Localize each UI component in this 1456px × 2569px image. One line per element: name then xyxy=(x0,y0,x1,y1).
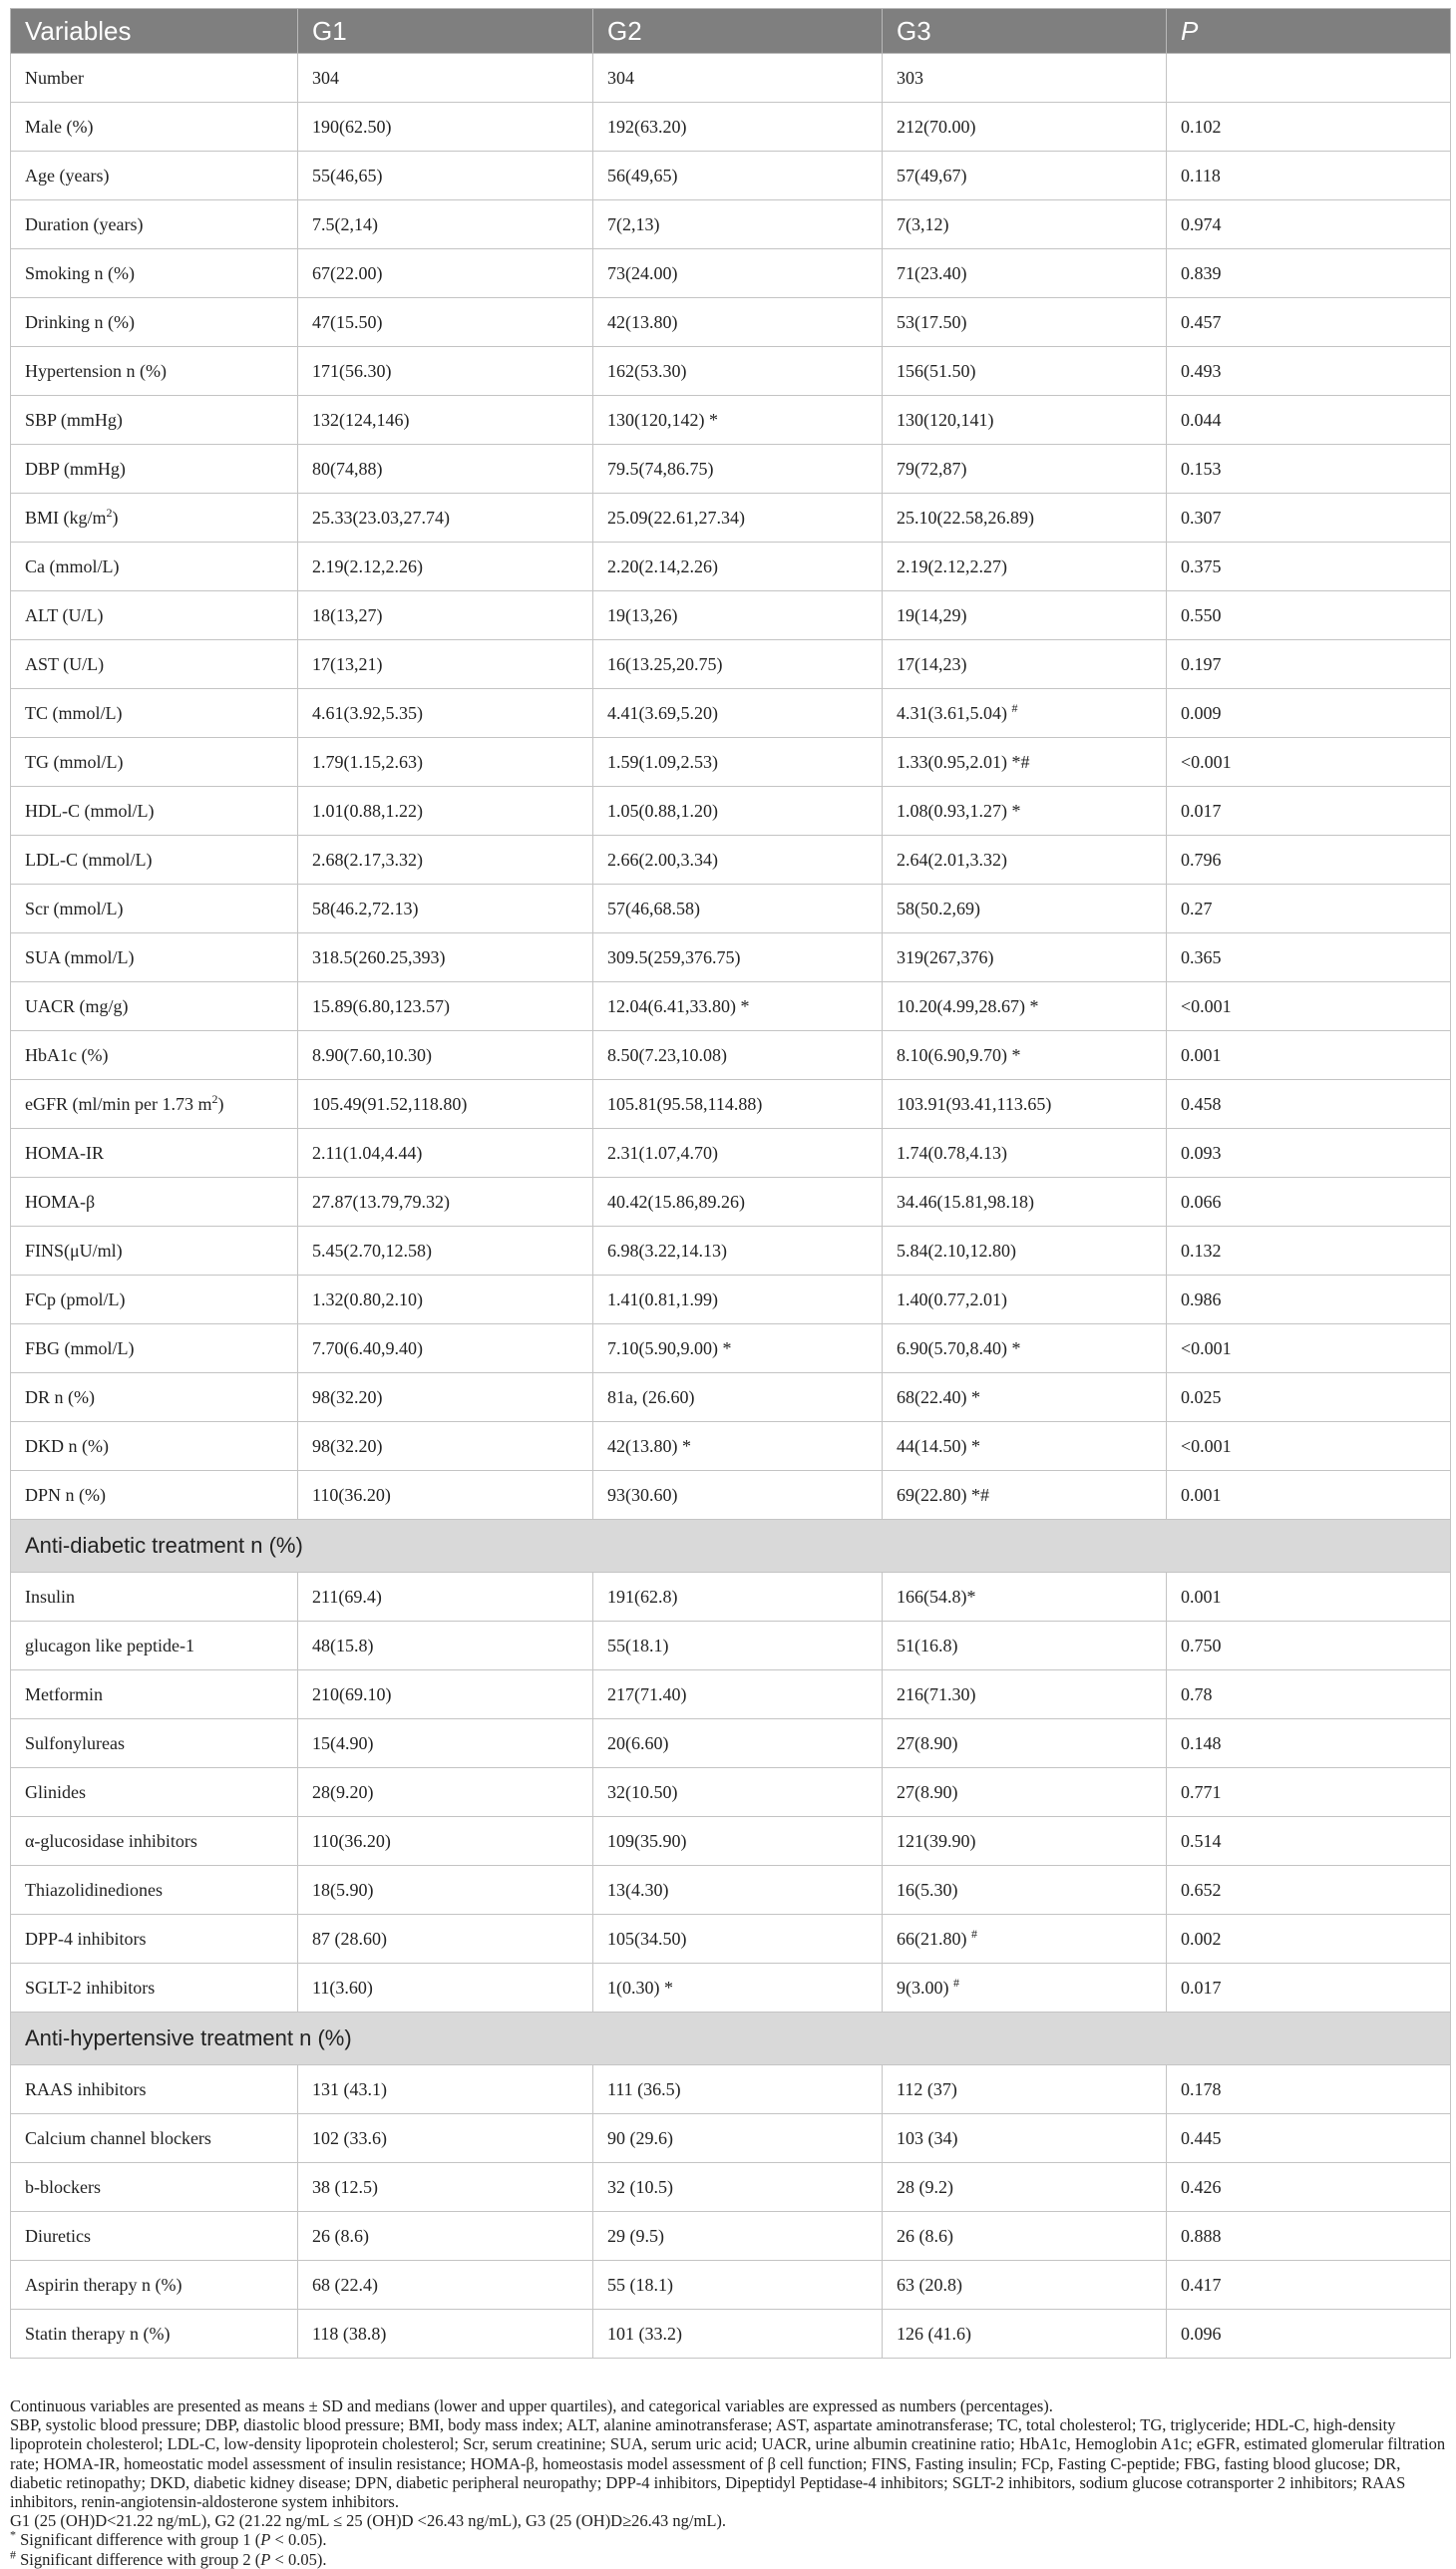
cell-g2: 6.98(3.22,14.13) xyxy=(593,1227,883,1276)
cell-g2: 1.59(1.09,2.53) xyxy=(593,738,883,787)
cell-p: 0.426 xyxy=(1167,2163,1451,2212)
cell-g1: 105.49(91.52,118.80) xyxy=(298,1080,593,1129)
cell-g1: 110(36.20) xyxy=(298,1817,593,1866)
cell-g1: 58(46.2,72.13) xyxy=(298,885,593,933)
cell-g2: 191(62.8) xyxy=(593,1573,883,1622)
cell-g1: 98(32.20) xyxy=(298,1422,593,1471)
cell-p: 0.27 xyxy=(1167,885,1451,933)
cell-variable: Smoking n (%) xyxy=(11,249,298,298)
cell-variable: Male (%) xyxy=(11,103,298,152)
cell-variable: Diuretics xyxy=(11,2212,298,2261)
table-body xyxy=(11,54,1451,2359)
cell-g2: 111 (36.5) xyxy=(593,2065,883,2114)
cell-g2: 79.5(74,86.75) xyxy=(593,445,883,494)
cell-variable: α-glucosidase inhibitors xyxy=(11,1817,298,1866)
cell-variable: Glinides xyxy=(11,1768,298,1817)
section-title: Anti-hypertensive treatment n (%) xyxy=(11,2013,1451,2065)
cell-variable: HOMA-β xyxy=(11,1178,298,1227)
cell-p: 0.096 xyxy=(1167,2310,1451,2359)
cell-g1: 5.45(2.70,12.58) xyxy=(298,1227,593,1276)
cell-g3: 216(71.30) xyxy=(883,1670,1167,1719)
cell-g1: 55(46,65) xyxy=(298,152,593,200)
cell-p: 0.102 xyxy=(1167,103,1451,152)
cell-g2: 1.05(0.88,1.20) xyxy=(593,787,883,836)
cell-g2: 4.41(3.69,5.20) xyxy=(593,689,883,738)
header-p: P xyxy=(1167,9,1451,54)
table-row xyxy=(11,1866,1451,1915)
table-row xyxy=(11,787,1451,836)
cell-g1: 132(124,146) xyxy=(298,396,593,445)
cell-p: 0.148 xyxy=(1167,1719,1451,1768)
cell-g1: 26 (8.6) xyxy=(298,2212,593,2261)
cell-g2: 55 (18.1) xyxy=(593,2261,883,2310)
table-row xyxy=(11,1422,1451,1471)
cell-g1: 190(62.50) xyxy=(298,103,593,152)
cell-g1: 110(36.20) xyxy=(298,1471,593,1520)
cell-g1: 2.11(1.04,4.44) xyxy=(298,1129,593,1178)
cell-g1: 25.33(23.03,27.74) xyxy=(298,494,593,543)
table-row xyxy=(11,396,1451,445)
cell-g2: 7(2,13) xyxy=(593,200,883,249)
cell-g3: 1.33(0.95,2.01) *# xyxy=(883,738,1167,787)
cell-p: 0.001 xyxy=(1167,1471,1451,1520)
section-header-row xyxy=(11,2013,1451,2065)
table-row xyxy=(11,836,1451,885)
cell-variable: DKD n (%) xyxy=(11,1422,298,1471)
cell-g1: 67(22.00) xyxy=(298,249,593,298)
cell-g3: 57(49,67) xyxy=(883,152,1167,200)
header-g1: G1 xyxy=(298,9,593,54)
cell-g3: 28 (9.2) xyxy=(883,2163,1167,2212)
cell-g2: 57(46,68.58) xyxy=(593,885,883,933)
cell-g3: 10.20(4.99,28.67) * xyxy=(883,982,1167,1031)
cell-p: 0.044 xyxy=(1167,396,1451,445)
cell-g2: 309.5(259,376.75) xyxy=(593,933,883,982)
cell-variable: FBG (mmol/L) xyxy=(11,1324,298,1373)
cell-p: 0.839 xyxy=(1167,249,1451,298)
cell-p: 0.009 xyxy=(1167,689,1451,738)
cell-g1: 7.70(6.40,9.40) xyxy=(298,1324,593,1373)
table-row xyxy=(11,103,1451,152)
cell-g3: 9(3.00) # xyxy=(883,1964,1167,2013)
cell-variable: Aspirin therapy n (%) xyxy=(11,2261,298,2310)
cell-g1: 27.87(13.79,79.32) xyxy=(298,1178,593,1227)
cell-p: 0.750 xyxy=(1167,1622,1451,1670)
cell-g2: 1.41(0.81,1.99) xyxy=(593,1276,883,1324)
cell-g1: 304 xyxy=(298,54,593,103)
table-row xyxy=(11,347,1451,396)
footnote-presentation: Continuous variables are presented as means ± SD and medians (lower and upper quartiles), and categorical variables are expressed as numbers (percentages). xyxy=(10,2396,1053,2415)
table-row xyxy=(11,1178,1451,1227)
cell-g2: 90 (29.6) xyxy=(593,2114,883,2163)
cell-p: 0.025 xyxy=(1167,1373,1451,1422)
cell-variable: Statin therapy n (%) xyxy=(11,2310,298,2359)
table-row xyxy=(11,543,1451,591)
cell-p: 0.153 xyxy=(1167,445,1451,494)
cell-p: <0.001 xyxy=(1167,1324,1451,1373)
cell-g1: 98(32.20) xyxy=(298,1373,593,1422)
cell-p: 0.132 xyxy=(1167,1227,1451,1276)
cell-p: 0.974 xyxy=(1167,200,1451,249)
cell-g2: 101 (33.2) xyxy=(593,2310,883,2359)
cell-g3: 53(17.50) xyxy=(883,298,1167,347)
cell-g2: 20(6.60) xyxy=(593,1719,883,1768)
cell-g3: 66(21.80) # xyxy=(883,1915,1167,1964)
table-row xyxy=(11,298,1451,347)
cell-variable: glucagon like peptide-1 xyxy=(11,1622,298,1670)
table-row xyxy=(11,982,1451,1031)
table-row xyxy=(11,1276,1451,1324)
cell-p: 0.002 xyxy=(1167,1915,1451,1964)
cell-g3: 8.10(6.90,9.70) * xyxy=(883,1031,1167,1080)
cell-p: <0.001 xyxy=(1167,982,1451,1031)
table-row xyxy=(11,689,1451,738)
cell-g3: 212(70.00) xyxy=(883,103,1167,152)
cell-g3: 26 (8.6) xyxy=(883,2212,1167,2261)
cell-p: 0.550 xyxy=(1167,591,1451,640)
cell-g3: 2.19(2.12,2.27) xyxy=(883,543,1167,591)
cell-variable: FINS(μU/ml) xyxy=(11,1227,298,1276)
cell-g2: 93(30.60) xyxy=(593,1471,883,1520)
header-row xyxy=(11,9,1451,54)
baseline-characteristics-table xyxy=(10,8,1451,2359)
cell-g2: 162(53.30) xyxy=(593,347,883,396)
table-row xyxy=(11,200,1451,249)
cell-g2: 56(49,65) xyxy=(593,152,883,200)
cell-g1: 4.61(3.92,5.35) xyxy=(298,689,593,738)
cell-variable: SGLT-2 inhibitors xyxy=(11,1964,298,2013)
cell-g3: 5.84(2.10,12.80) xyxy=(883,1227,1167,1276)
table-row xyxy=(11,2114,1451,2163)
cell-g2: 304 xyxy=(593,54,883,103)
cell-g2: 55(18.1) xyxy=(593,1622,883,1670)
footnote-hash: # Significant difference with group 2 (P < 0.05). xyxy=(10,2547,327,2569)
cell-variable: ALT (U/L) xyxy=(11,591,298,640)
table-row xyxy=(11,1915,1451,1964)
cell-variable: RAAS inhibitors xyxy=(11,2065,298,2114)
cell-g3: 303 xyxy=(883,54,1167,103)
cell-p: 0.093 xyxy=(1167,1129,1451,1178)
cell-g2: 42(13.80) xyxy=(593,298,883,347)
cell-g2: 29 (9.5) xyxy=(593,2212,883,2261)
cell-g3: 103 (34) xyxy=(883,2114,1167,2163)
cell-g2: 40.42(15.86,89.26) xyxy=(593,1178,883,1227)
cell-g3: 2.64(2.01,3.32) xyxy=(883,836,1167,885)
cell-g2: 16(13.25,20.75) xyxy=(593,640,883,689)
cell-g2: 2.66(2.00,3.34) xyxy=(593,836,883,885)
cell-p: 0.197 xyxy=(1167,640,1451,689)
table-row xyxy=(11,885,1451,933)
section-header-row xyxy=(11,1520,1451,1573)
cell-variable: BMI $(kg/m^2)$ xyxy=(11,494,298,543)
table-row xyxy=(11,2065,1451,2114)
cell-variable: b-blockers xyxy=(11,2163,298,2212)
table-row xyxy=(11,54,1451,103)
cell-g2: 130(120,142) * xyxy=(593,396,883,445)
cell-g3: 27(8.90) xyxy=(883,1768,1167,1817)
cell-p: 0.178 xyxy=(1167,2065,1451,2114)
cell-variable: SBP (mmHg) xyxy=(11,396,298,445)
cell-g3: 4.31(3.61,5.04) # xyxy=(883,689,1167,738)
cell-g3: 1.74(0.78,4.13) xyxy=(883,1129,1167,1178)
cell-g3: 63 (20.8) xyxy=(883,2261,1167,2310)
table-row xyxy=(11,152,1451,200)
cell-g1: 80(74,88) xyxy=(298,445,593,494)
table-row xyxy=(11,1373,1451,1422)
table-row xyxy=(11,2212,1451,2261)
cell-variable: Hypertension n (%) xyxy=(11,347,298,396)
cell-g2: 192(63.20) xyxy=(593,103,883,152)
cell-g2: 7.10(5.90,9.00) * xyxy=(593,1324,883,1373)
cell-variable: Scr (mmol/L) xyxy=(11,885,298,933)
cell-variable: FCp (pmol/L) xyxy=(11,1276,298,1324)
cell-variable: HOMA-IR xyxy=(11,1129,298,1178)
cell-g1: 171(56.30) xyxy=(298,347,593,396)
cell-g1: 7.5(2,14) xyxy=(298,200,593,249)
cell-g3: 156(51.50) xyxy=(883,347,1167,396)
cell-variable: Insulin xyxy=(11,1573,298,1622)
cell-g3: 121(39.90) xyxy=(883,1817,1167,1866)
cell-g1: 18(13,27) xyxy=(298,591,593,640)
header-g2: G2 xyxy=(593,9,883,54)
cell-p: 0.888 xyxy=(1167,2212,1451,2261)
footnote-abbreviations: SBP, systolic blood pressure; DBP, diastolic blood pressure; BMI, body mass index; ALT, alanine aminotransferase; AST, aspartate aminotransferase; TC, total cholesterol; TG, triglyceride; HDL-C, high-density lipoprotein cholesterol; LDL-C, low-density lipoprotein cholesterol; Scr, serum creatinine; SUA, serum uric acid; UACR, urine albumin creatinine ratio; HbA1c, Hemoglobin A1c; eGFR, estimated glomerular filtration rate; HOMA-IR, homeostatic model assessment of insulin resistance; HOMA-β, homeostasis model assessment of β cell function; FINS, Fasting insulin; FCp, Fasting C-peptide; FBG, fasting blood glucose; DR, diabetic retinopathy; DKD, diabetic kidney disease; DPN, diabetic peripheral neuropathy; DPP-4 inhibitors, Dipeptidyl Peptidase-4 inhibitors; SGLT-2 inhibitors, sodium glucose cotransporter 2 inhibitors; RAAS inhibitors, renin-angiotensin-aldosterone system inhibitors. xyxy=(10,2415,1446,2512)
table-row xyxy=(11,1768,1451,1817)
cell-p: 0.017 xyxy=(1167,1964,1451,2013)
cell-p: 0.796 xyxy=(1167,836,1451,885)
table-row xyxy=(11,1227,1451,1276)
cell-g1: 38 (12.5) xyxy=(298,2163,593,2212)
cell-g1: 87 (28.60) xyxy=(298,1915,593,1964)
cell-g3: 16(5.30) xyxy=(883,1866,1167,1915)
cell-g1: 15(4.90) xyxy=(298,1719,593,1768)
cell-p: 0.514 xyxy=(1167,1817,1451,1866)
table-row xyxy=(11,738,1451,787)
cell-p: 0.986 xyxy=(1167,1276,1451,1324)
cell-variable: Ca (mmol/L) xyxy=(11,543,298,591)
table-row xyxy=(11,2163,1451,2212)
cell-g3: 166(54.8)* xyxy=(883,1573,1167,1622)
table-row xyxy=(11,1031,1451,1080)
cell-variable: Duration (years) xyxy=(11,200,298,249)
cell-g3: 126 (41.6) xyxy=(883,2310,1167,2359)
table-row xyxy=(11,1817,1451,1866)
cell-g2: 32(10.50) xyxy=(593,1768,883,1817)
cell-variable: HbA1c (%) xyxy=(11,1031,298,1080)
table-row xyxy=(11,2310,1451,2359)
table-row xyxy=(11,933,1451,982)
cell-variable: Metformin xyxy=(11,1670,298,1719)
cell-g3: 6.90(5.70,8.40) * xyxy=(883,1324,1167,1373)
cell-p: 0.066 xyxy=(1167,1178,1451,1227)
cell-g2: 12.04(6.41,33.80) * xyxy=(593,982,883,1031)
cell-g3: 51(16.8) xyxy=(883,1622,1167,1670)
cell-g1: 211(69.4) xyxy=(298,1573,593,1622)
cell-variable: TG (mmol/L) xyxy=(11,738,298,787)
cell-g1: 1.79(1.15,2.63) xyxy=(298,738,593,787)
cell-p: 0.417 xyxy=(1167,2261,1451,2310)
cell-g1: 17(13,21) xyxy=(298,640,593,689)
cell-g1: 11(3.60) xyxy=(298,1964,593,2013)
cell-variable: TC (mmol/L) xyxy=(11,689,298,738)
cell-g3: 1.08(0.93,1.27) * xyxy=(883,787,1167,836)
cell-p: 0.001 xyxy=(1167,1573,1451,1622)
cell-variable: Thiazolidinediones xyxy=(11,1866,298,1915)
cell-variable: Calcium channel blockers xyxy=(11,2114,298,2163)
cell-p: 0.445 xyxy=(1167,2114,1451,2163)
cell-p: 0.457 xyxy=(1167,298,1451,347)
cell-p: 0.017 xyxy=(1167,787,1451,836)
footnote-groups: G1 (25 (OH)D<21.22 ng/mL), G2 (21.22 ng/mL ≤ 25 (OH)D <26.43 ng/mL), G3 (25 (OH)D≥26.43 ng/mL). xyxy=(10,2511,727,2531)
cell-g2: 19(13,26) xyxy=(593,591,883,640)
cell-variable: Sulfonylureas xyxy=(11,1719,298,1768)
cell-g1: 210(69.10) xyxy=(298,1670,593,1719)
table-row xyxy=(11,591,1451,640)
cell-g1: 318.5(260.25,393) xyxy=(298,933,593,982)
cell-g3: 103.91(93.41,113.65) xyxy=(883,1080,1167,1129)
cell-g3: 7(3,12) xyxy=(883,200,1167,249)
table-row xyxy=(11,1964,1451,2013)
cell-p: 0.307 xyxy=(1167,494,1451,543)
cell-variable: LDL-C (mmol/L) xyxy=(11,836,298,885)
cell-p: 0.493 xyxy=(1167,347,1451,396)
table-footnotes xyxy=(10,2396,1450,2569)
header-variables: Variables xyxy=(11,9,298,54)
cell-g3: 319(267,376) xyxy=(883,933,1167,982)
cell-g3: 69(22.80) *# xyxy=(883,1471,1167,1520)
cell-g3: 68(22.40) * xyxy=(883,1373,1167,1422)
cell-g2: 2.31(1.07,4.70) xyxy=(593,1129,883,1178)
table-row xyxy=(11,640,1451,689)
cell-g1: 68 (22.4) xyxy=(298,2261,593,2310)
table-row xyxy=(11,1324,1451,1373)
cell-variable: DBP (mmHg) xyxy=(11,445,298,494)
table-row xyxy=(11,1471,1451,1520)
cell-p: <0.001 xyxy=(1167,738,1451,787)
cell-g3: 58(50.2,69) xyxy=(883,885,1167,933)
cell-g2: 109(35.90) xyxy=(593,1817,883,1866)
cell-g3: 130(120,141) xyxy=(883,396,1167,445)
cell-g1: 1.01(0.88,1.22) xyxy=(298,787,593,836)
cell-variable: eGFR (ml/min per 1.73 $m^2$) xyxy=(11,1080,298,1129)
cell-p: 0.375 xyxy=(1167,543,1451,591)
cell-p: 0.118 xyxy=(1167,152,1451,200)
cell-variable: Drinking n (%) xyxy=(11,298,298,347)
cell-g2: 32 (10.5) xyxy=(593,2163,883,2212)
cell-g2: 8.50(7.23,10.08) xyxy=(593,1031,883,1080)
cell-p: <0.001 xyxy=(1167,1422,1451,1471)
table-row xyxy=(11,1719,1451,1768)
cell-g3: 17(14,23) xyxy=(883,640,1167,689)
cell-g1: 15.89(6.80,123.57) xyxy=(298,982,593,1031)
cell-g1: 131 (43.1) xyxy=(298,2065,593,2114)
cell-g1: 28(9.20) xyxy=(298,1768,593,1817)
cell-g2: 2.20(2.14,2.26) xyxy=(593,543,883,591)
cell-g2: 217(71.40) xyxy=(593,1670,883,1719)
cell-g1: 2.68(2.17,3.32) xyxy=(298,836,593,885)
cell-g3: 34.46(15.81,98.18) xyxy=(883,1178,1167,1227)
table-row xyxy=(11,494,1451,543)
cell-p: 0.652 xyxy=(1167,1866,1451,1915)
cell-g3: 27(8.90) xyxy=(883,1719,1167,1768)
cell-p: 0.771 xyxy=(1167,1768,1451,1817)
table-row xyxy=(11,1622,1451,1670)
cell-variable: UACR (mg/g) xyxy=(11,982,298,1031)
cell-g2: 42(13.80) * xyxy=(593,1422,883,1471)
table-row xyxy=(11,1080,1451,1129)
cell-variable: DPN n (%) xyxy=(11,1471,298,1520)
cell-g1: 8.90(7.60,10.30) xyxy=(298,1031,593,1080)
cell-g3: 112 (37) xyxy=(883,2065,1167,2114)
cell-g3: 25.10(22.58,26.89) xyxy=(883,494,1167,543)
cell-g3: 19(14,29) xyxy=(883,591,1167,640)
cell-g3: 79(72,87) xyxy=(883,445,1167,494)
cell-g1: 18(5.90) xyxy=(298,1866,593,1915)
table-container xyxy=(10,8,1450,2359)
cell-p: 0.458 xyxy=(1167,1080,1451,1129)
header-g3: G3 xyxy=(883,9,1167,54)
cell-g2: 105(34.50) xyxy=(593,1915,883,1964)
cell-g1: 1.32(0.80,2.10) xyxy=(298,1276,593,1324)
table-row xyxy=(11,1573,1451,1622)
cell-g2: 73(24.00) xyxy=(593,249,883,298)
cell-g3: 1.40(0.77,2.01) xyxy=(883,1276,1167,1324)
cell-p xyxy=(1167,54,1451,103)
cell-variable: SUA (mmol/L) xyxy=(11,933,298,982)
cell-g2: 105.81(95.58,114.88) xyxy=(593,1080,883,1129)
cell-variable: Age (years) xyxy=(11,152,298,200)
table-row xyxy=(11,445,1451,494)
cell-variable: AST (U/L) xyxy=(11,640,298,689)
cell-g3: 44(14.50) * xyxy=(883,1422,1167,1471)
cell-p: 0.78 xyxy=(1167,1670,1451,1719)
cell-g1: 48(15.8) xyxy=(298,1622,593,1670)
cell-g1: 102 (33.6) xyxy=(298,2114,593,2163)
footnote-star: * Significant difference with group 1 (P < 0.05). xyxy=(10,2527,327,2550)
table-row xyxy=(11,2261,1451,2310)
cell-variable: Number xyxy=(11,54,298,103)
cell-p: 0.365 xyxy=(1167,933,1451,982)
cell-variable: DPP-4 inhibitors xyxy=(11,1915,298,1964)
cell-g3: 71(23.40) xyxy=(883,249,1167,298)
cell-variable: DR n (%) xyxy=(11,1373,298,1422)
cell-g1: 47(15.50) xyxy=(298,298,593,347)
cell-variable: HDL-C (mmol/L) xyxy=(11,787,298,836)
table-row xyxy=(11,1670,1451,1719)
cell-g2: 81a, (26.60) xyxy=(593,1373,883,1422)
cell-g1: 118 (38.8) xyxy=(298,2310,593,2359)
cell-g1: 2.19(2.12,2.26) xyxy=(298,543,593,591)
cell-g2: 25.09(22.61,27.34) xyxy=(593,494,883,543)
cell-g2: 13(4.30) xyxy=(593,1866,883,1915)
table-row xyxy=(11,1129,1451,1178)
cell-p: 0.001 xyxy=(1167,1031,1451,1080)
cell-g2: 1(0.30) * xyxy=(593,1964,883,2013)
table-row xyxy=(11,249,1451,298)
section-title: Anti-diabetic treatment n (%) xyxy=(11,1520,1451,1573)
